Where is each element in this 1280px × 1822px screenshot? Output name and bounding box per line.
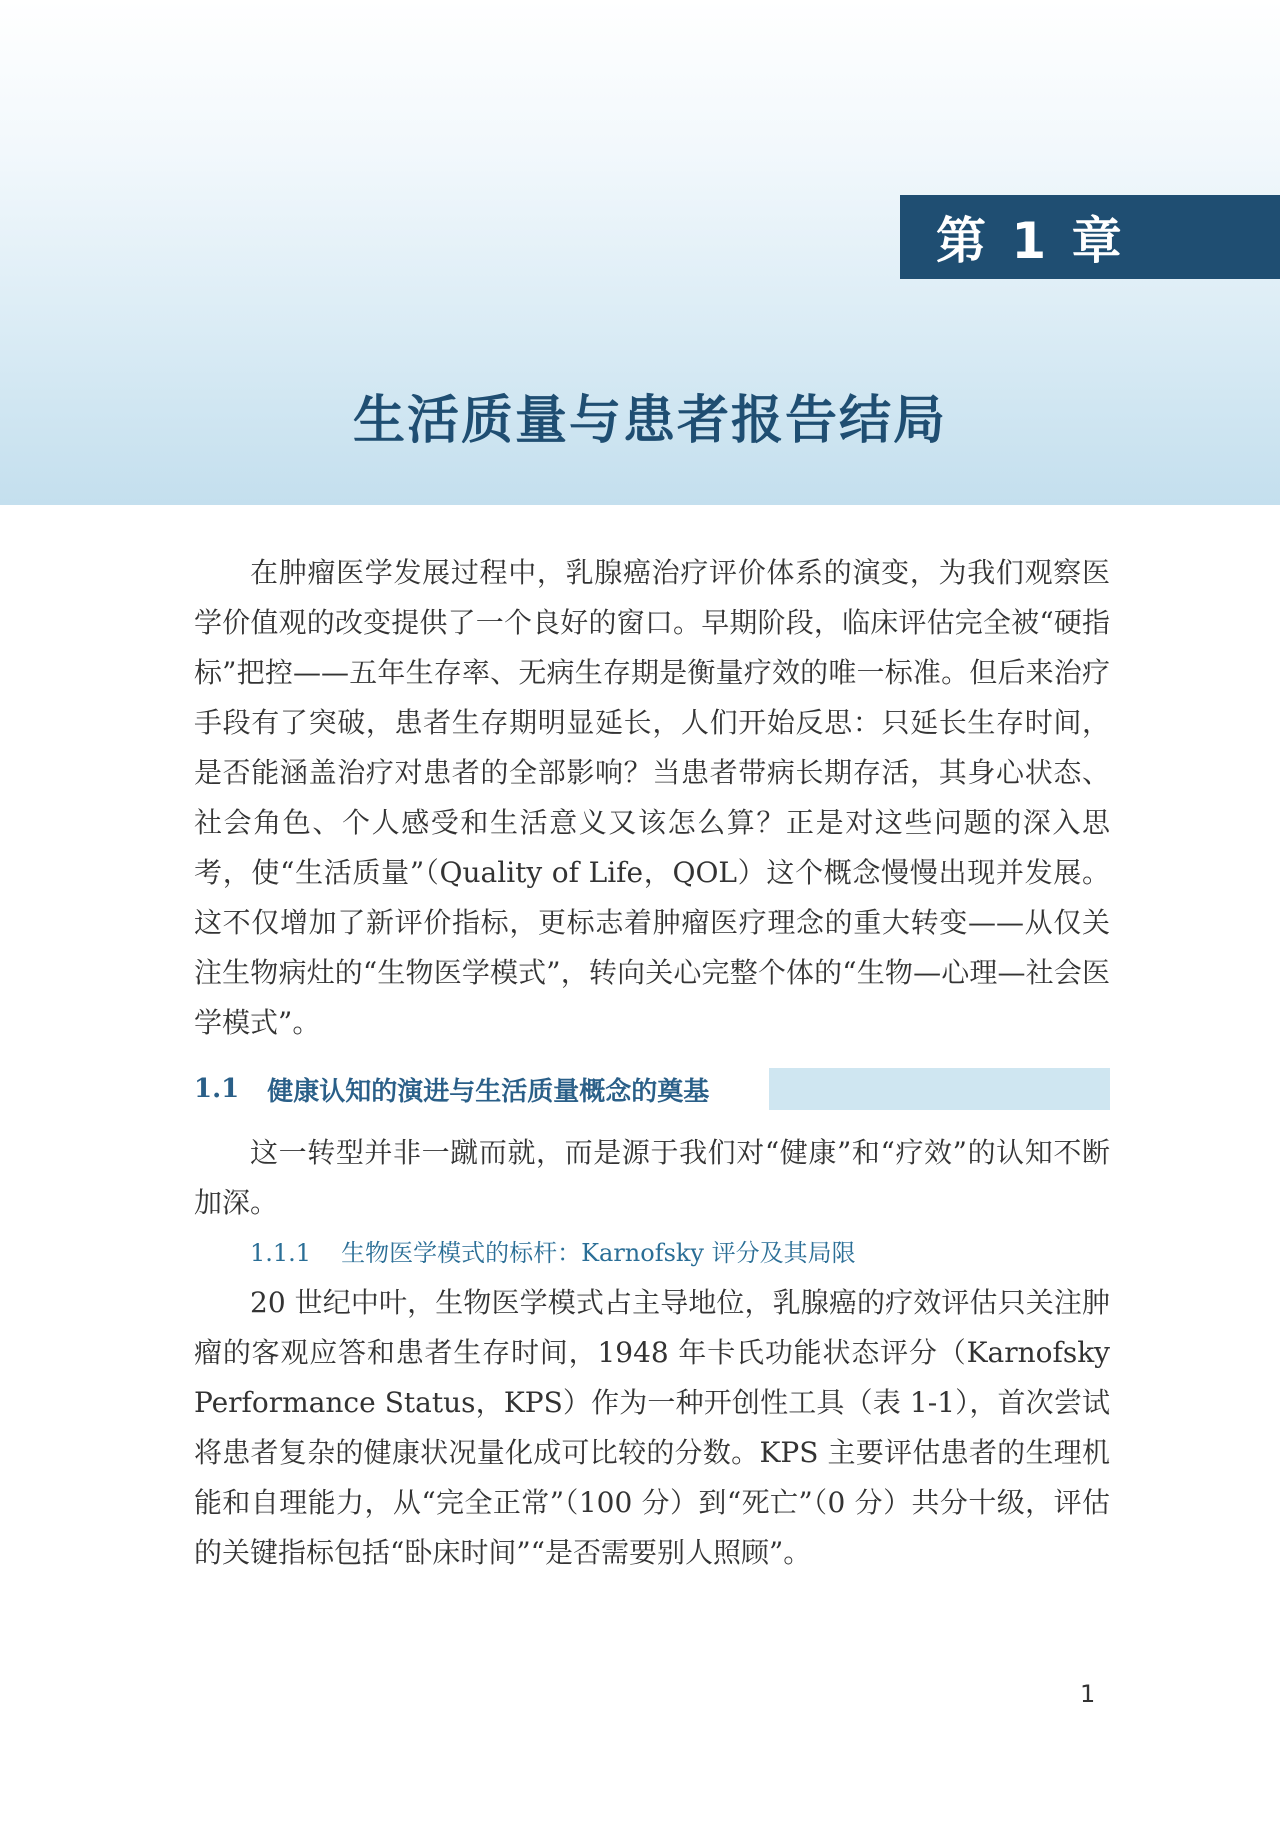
section-number: 1.1	[194, 1074, 240, 1104]
page-number: 1	[1080, 1680, 1096, 1708]
section-paragraph: 这一转型并非一蹴而就，而是源于我们对“健康”和“疗效”的认知不断加深。	[194, 1136, 1110, 1219]
chapter-label: 第 1 章	[900, 195, 1280, 279]
page-body	[194, 548, 1110, 1578]
section-title: 健康认知的演进与生活质量概念的奠基	[267, 1076, 710, 1107]
chapter-title: 生活质量与患者报告结局	[352, 391, 947, 451]
section-heading	[194, 1068, 1110, 1110]
intro-paragraph: 在肿瘤医学发展过程中，乳腺癌治疗评价体系的演变，为我们观察医学价值观的改变提供了一个良好的窗口。早期阶段，临床评估完全被“硬指标”把控——五年生存率、无病生存期是衡量疗效的唯一标准。但后来治疗手段有了突破，患者生存期明显延长，人们开始反思：只延长生存时间，是否能涵盖治疗对患者的全部影响？当患者带病长期存活，其身心状态、社会角色、个人感受和生活意义又该怎么算？正是对这些问题的深入思考，使“生活质量”（Quality of Life，QOL）这个概念慢慢出现并发展。这不仅增加了新评价指标，更标志着肿瘤医疗理念的重大转变——从仅关注生物病灶的“生物医学模式”，转向关心完整个体的“生物—心理—社会医学模式”。	[194, 556, 1110, 1039]
subsection-title: 生物医学模式的标杆：Karnofsky 评分及其局限	[341, 1239, 856, 1267]
subsection-heading	[250, 1228, 1110, 1278]
subsection-number: 1.1.1	[250, 1239, 312, 1267]
subsection-paragraph: 20 世纪中叶，生物医学模式占主导地位，乳腺癌的疗效评估只关注肿瘤的客观应答和患者生存时间，1948 年卡氏功能状态评分（Karnofsky Performance Status，KPS）作为一种开创性工具（表 1-1），首次尝试将患者复杂的健康状况量化成可比较的分数。KPS 主要评估患者的生理机能和自理能力，从“完全正常”（100 分）到“死亡”（0 分）共分十级，评估的关键指标包括“卧床时间”“是否需要别人照顾”。	[194, 1286, 1110, 1569]
section-heading-band	[769, 1068, 1110, 1110]
